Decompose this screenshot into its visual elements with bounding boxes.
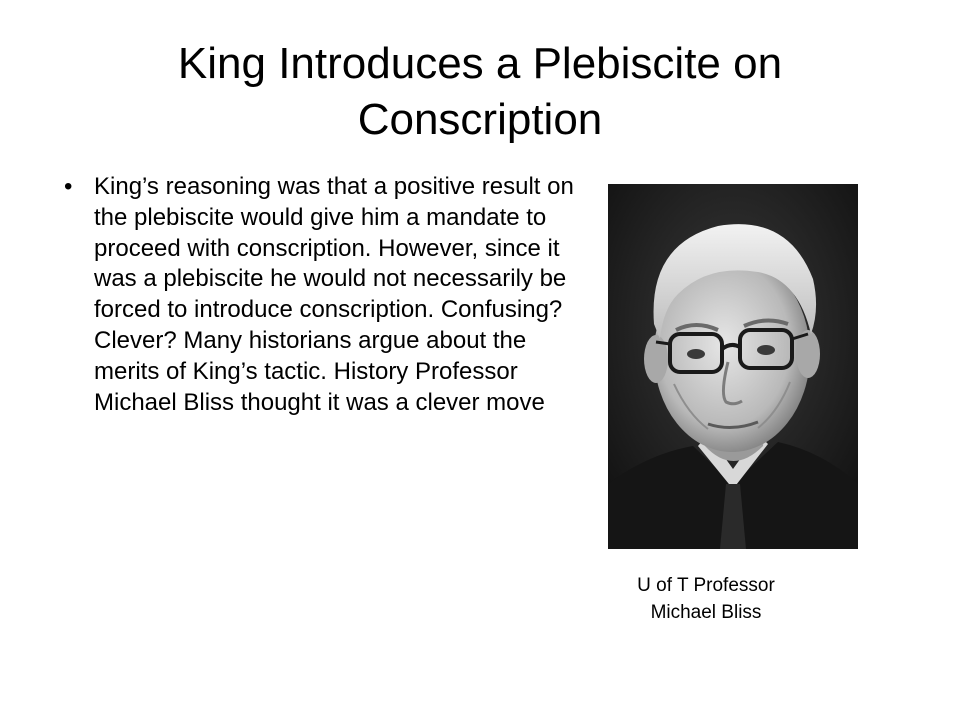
portrait-photo: [608, 184, 858, 549]
portrait-illustration: [608, 184, 858, 549]
bullet-marker: •: [64, 173, 73, 200]
caption-line-2: Michael Bliss: [650, 602, 762, 623]
bullet-item: [60, 172, 580, 418]
bullet-text: King’s reasoning was that a positive result on the plebiscite would give him a mandate to proceed with conscription. However, since it was a plebiscite he would not necessarily be forced to introduce conscription. Confusing? Clever? Many historians argue about the merits of King’s tactic. History Professor Michael Bliss thought it was a clever move: [94, 173, 574, 416]
caption-line-1: U of T Professor: [637, 575, 775, 596]
photo-caption: [596, 572, 816, 626]
bullet-list: [60, 172, 580, 418]
slide-title: King Introduces a Plebiscite on Conscription: [177, 39, 783, 144]
